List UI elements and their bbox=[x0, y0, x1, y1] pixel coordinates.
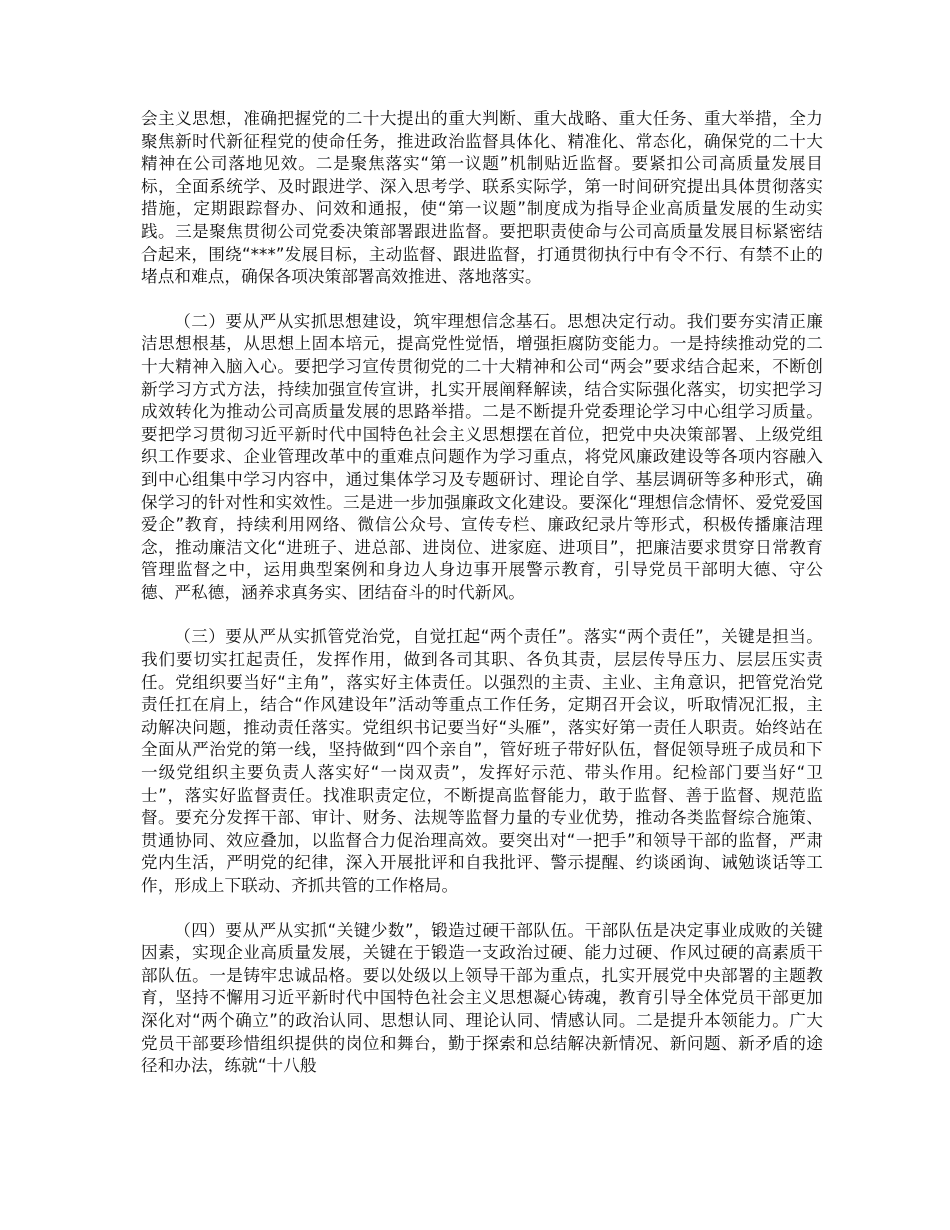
paragraph-2: （二）要从严从实抓思想建设，筑牢理想信念基石。思想决定行动。我们要夯实清正廉洁思想根基，从思想上固本培元，提高党性觉悟，增强拒腐防变能力。一是持续推动党的二十大精神入脑入心。要把学习宣传贯彻党的二十大精神和公司“两会”要求结合起来，不断创新学习方式方法，持续加强宣传宣讲，扎实开展阐释解读，结合实际强化落实，切实把学习成效转化为推动公司高质量发展的思路举措。二是不断提升党委理论学习中心组学习质量。要把学习贯彻习近平新时代中国特色社会主义思想摆在首位，把党中央决策部署、上级党组织工作要求、企业管理改革中的重难点问题作为学习重点，将党风廉政建设等各项内容融入到中心组集中学习内容中，通过集体学习及专题研讨、理论自学、基层调研等多种形式，确保学习的针对性和实效性。三是进一步加强廉政文化建设。要深化“理想信念情怀、爱党爱国爱企”教育，持续利用网络、微信公众号、宣传专栏、廉政纪录片等形式，积极传播廉洁理念，推动廉洁文化“进班子、进总部、进岗位、进家庭、进项目”，把廉洁要求贯穿日常教育管理监督之中，运用典型案例和身边人身边事开展警示教育，引导党员干部明大德、守公德、严私德，涵养求真务实、团结奋斗的时代新风。 bbox=[141, 311, 823, 602]
document-page bbox=[141, 108, 823, 1100]
paragraph-3: （三）要从严从实抓管党治党，自觉扛起“两个责任”。落实“两个责任”，关键是担当。我们要切实扛起责任，发挥作用，做到各司其职、各负其责，层层传导压力、层层压实责任。党组织要当好“主角”，落实好主体责任。以强烈的主责、主业、主角意识，把管党治党责任扛在肩上，结合“作风建设年”活动等重点工作任务，定期召开会议，听取情况汇报，主动解决问题，推动责任落实。党组织书记要当好“头雁”，落实好第一责任人职责。始终站在全面从严治党的第一线，坚持做到“四个亲自”，管好班子带好队伍，督促领导班子成员和下一级党组织主要负责人落实好“一岗双责”，发挥好示范、带头作用。纪检部门要当好“卫士”，落实好监督责任。找准职责定位，不断提高监督能力，敢于监督、善于监督、规范监督。要充分发挥干部、审计、财务、法规等监督力量的专业优势，推动各类监督综合施策、贯通协同、效应叠加，以监督合力促治理高效。要突出对“一把手”和领导干部的监督，严肃党内生活，严明党的纪律，深入开展批评和自我批评、警示提醒、约谈函询、诫勉谈话等工作，形成上下联动、齐抓共管的工作格局。 bbox=[141, 627, 823, 895]
paragraph-4: （四）要从严从实抓“关键少数”，锻造过硬干部队伍。干部队伍是决定事业成败的关键因素，实现企业高质量发展，关键在于锻造一支政治过硬、能力过硬、作风过硬的高素质干部队伍。一是铸牢忠诚品格。要以处级以上领导干部为重点，扎实开展党中央部署的主题教育，坚持不懈用习近平新时代中国特色社会主义思想凝心铸魂，教育引导全体党员干部更加深化对“两个确立”的政治认同、思想认同、理论认同、情感认同。二是提升本领能力。广大党员干部要珍惜组织提供的岗位和舞台，勤于探索和总结解决新情况、新问题、新矛盾的途径和办法，练就“十八般 bbox=[141, 920, 823, 1076]
paragraph-1: 会主义思想，准确把握党的二十大提出的重大判断、重大战略、重大任务、重大举措，全力聚焦新时代新征程党的使命任务，推进政治监督具体化、精准化、常态化，确保党的二十大精神在公司落地见效。二是聚焦落实“第一议题”机制贴近监督。要紧扣公司高质量发展目标，全面系统学、及时跟进学、深入思考学、联系实际学，第一时间研究提出具体贯彻落实措施，定期跟踪督办、问效和通报，使“第一议题”制度成为指导企业高质量发展的生动实践。三是聚焦贯彻公司党委决策部署跟进监督。要把职责使命与公司高质量发展目标紧密结合起来，围绕“***”发展目标，主动监督、跟进监督，打通贯彻执行中有令不行、有禁不止的堵点和难点，确保各项决策部署高效推进、落地落实。 bbox=[141, 109, 823, 287]
